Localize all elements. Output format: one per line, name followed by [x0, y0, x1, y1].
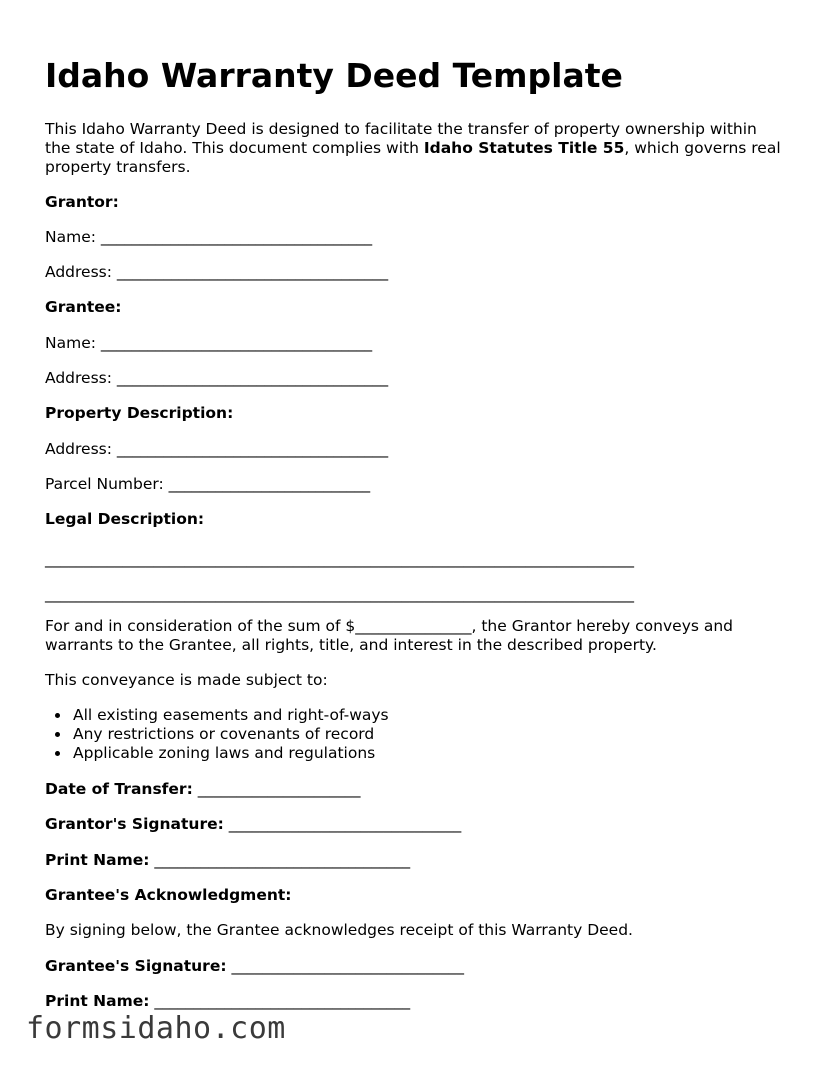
intro-paragraph [45, 120, 785, 177]
consideration-line-2: warrants to the Grantee, all rights, title, and interest in the described property. [45, 636, 657, 654]
grantor-name-field: Name: ___________________________________ [45, 228, 373, 246]
intro-text-before: This Idaho Warranty Deed is designed to facilitate the transfer of property ownership within the state of Idaho. This document complies with [45, 120, 757, 157]
list-item: • All existing easements and right-of-ways [71, 706, 389, 725]
legal-description-line-2: ____________________________________________________________________________ [45, 585, 634, 603]
grantee-signature-field [45, 957, 464, 976]
grantee-signature-label: Grantee's Signature: [45, 957, 227, 975]
print-name-label-2: Print Name: [45, 992, 150, 1010]
print-name-blank-2: _________________________________ [149, 992, 411, 1010]
grantor-signature-label: Grantor's Signature: [45, 815, 224, 833]
legal-description-line-1: ____________________________________________________________________________ [45, 550, 634, 568]
consideration-line-1: For and in consideration of the sum of $_______________, the Grantor hereby conveys and [45, 617, 734, 635]
date-of-transfer-field [45, 780, 360, 799]
grantor-signature-blank: ______________________________ [223, 815, 462, 833]
subject-list [45, 706, 389, 763]
grantee-acknowledgment-heading: Grantee's Acknowledgment: [45, 886, 292, 904]
date-label: Date of Transfer: [45, 780, 193, 798]
print-name-label-1: Print Name: [45, 851, 150, 869]
subject-intro: This conveyance is made subject to: [45, 671, 328, 689]
legal-description-heading: Legal Description: [45, 510, 205, 528]
print-name-blank-1: _________________________________ [149, 851, 411, 869]
intro-text-after: , which governs real property transfers. [45, 139, 781, 176]
grantor-address-field: Address: ___________________________________ [45, 263, 389, 281]
grantor-heading: Grantor: [45, 193, 119, 211]
property-address-field: Address: ___________________________________ [45, 440, 389, 458]
grantor-signature-field [45, 815, 461, 834]
intro-statute: Idaho Statutes Title 55 [423, 139, 625, 157]
list-item: • Applicable zoning laws and regulations [71, 744, 389, 763]
print-name-field-2 [45, 992, 410, 1011]
date-blank: _____________________ [192, 780, 361, 798]
watermark: formsidaho.com [26, 1011, 286, 1046]
grantee-signature-blank: ______________________________ [226, 957, 464, 975]
parcel-number-field: Parcel Number: __________________________ [45, 475, 371, 493]
list-item: • Any restrictions or covenants of record [71, 725, 389, 744]
grantee-name-field: Name: ___________________________________ [45, 334, 373, 352]
property-heading: Property Description: [45, 404, 234, 422]
print-name-field-1 [45, 851, 410, 870]
document-title: Idaho Warranty Deed Template [45, 56, 623, 95]
grantee-heading: Grantee: [45, 298, 122, 316]
acknowledgment-text: By signing below, the Grantee acknowledges receipt of this Warranty Deed. [45, 921, 633, 939]
grantee-address-field: Address: ___________________________________ [45, 369, 389, 387]
